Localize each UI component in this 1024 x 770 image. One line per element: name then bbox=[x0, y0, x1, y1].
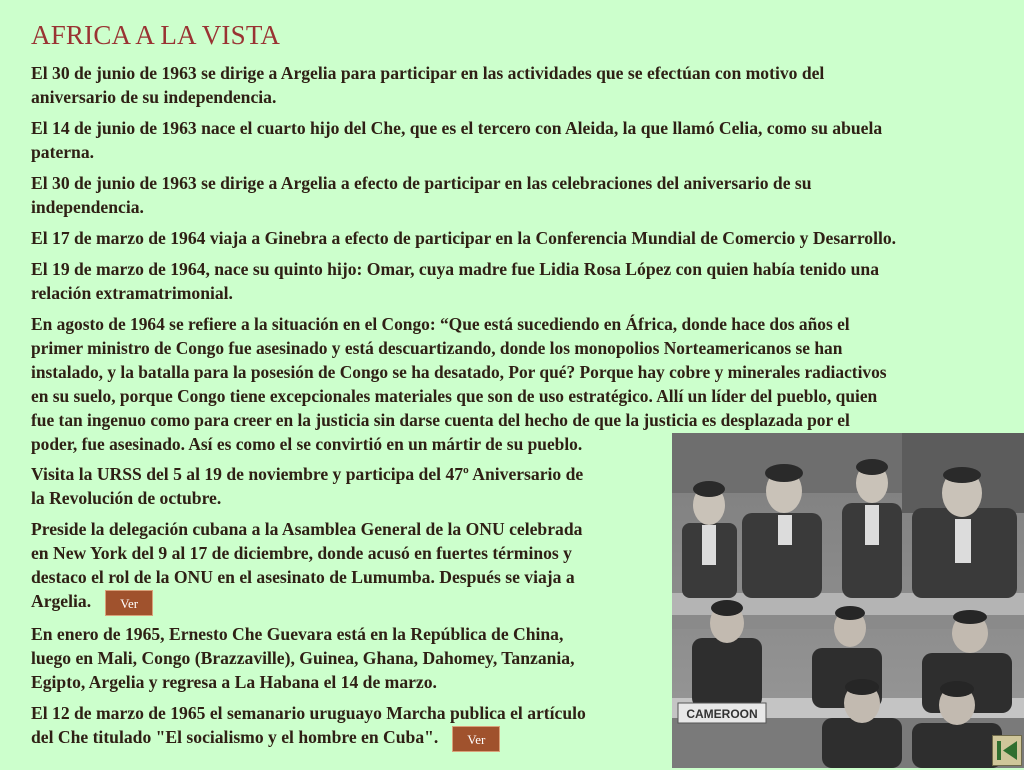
nav-end-button[interactable] bbox=[992, 735, 1022, 766]
text-line: El 14 de junio de 1963 nace el cuarto hijo del Che, que es el tercero con Aleida, la que llamó Celia, como su abuela bbox=[31, 118, 883, 138]
text-line-with-button bbox=[31, 589, 582, 616]
text-line: instalado, y la batalla para la posesión de Congo se ha desatado, Por qué? Porque hay cobre y minerales radiactivos bbox=[31, 362, 887, 382]
text-line: en New York del 9 al 17 de diciembre, donde acusó en fuertes términos y bbox=[31, 543, 572, 563]
text-line: fue tan ingenuo como para creer en la justicia sin darse cuenta del hecho de que la justicia es desplazada por el bbox=[31, 410, 850, 430]
text-line: luego en Mali, Congo (Brazzaville), Guinea, Ghana, Dahomey, Tanzania, bbox=[31, 648, 575, 668]
text-line: primer ministro de Congo fue asesinado y está descuartizando, donde los monopolios Norteamericanos se han bbox=[31, 338, 843, 358]
text-line: poder, fue asesinado. Así es como el se convirtió en un mártir de su pueblo. bbox=[31, 434, 583, 454]
paragraph-argelia-1963 bbox=[31, 61, 824, 109]
text-line: El 19 de marzo de 1964, nace su quinto hijo: Omar, cuya madre fue Lidia Rosa López con quien había tenido una bbox=[31, 259, 880, 279]
text-line: Visita la URSS del 5 al 19 de noviembre y participa del 47º Aniversario de bbox=[31, 464, 584, 484]
text-line: El 30 de junio de 1963 se dirige a Argelia para participar en las actividades que se efectúan con motivo del bbox=[31, 63, 825, 83]
un-assembly-photo bbox=[672, 433, 1024, 768]
end-navigation-icon bbox=[993, 736, 1021, 765]
paragraph-argelia-celebraciones bbox=[31, 171, 812, 219]
text-line: del Che titulado "El socialismo y el hombre en Cuba". bbox=[31, 727, 439, 747]
ver-onu-button[interactable]: Ver bbox=[105, 590, 153, 616]
text-line: la Revolución de octubre. bbox=[31, 488, 222, 508]
text-line: En enero de 1965, Ernesto Che Guevara está en la República de China, bbox=[31, 624, 564, 644]
country-placard: CAMEROON bbox=[686, 707, 758, 721]
paragraph-marcha-article bbox=[31, 701, 586, 752]
paragraph-onu-assembly bbox=[31, 517, 582, 616]
text-line: Preside la delegación cubana a la Asamblea General de la ONU celebrada bbox=[31, 519, 583, 539]
text-line: Egipto, Argelia y regresa a La Habana el 14 de marzo. bbox=[31, 672, 437, 692]
text-line: aniversario de su independencia. bbox=[31, 87, 277, 107]
text-line: El 17 de marzo de 1964 viaja a Ginebra a efecto de participar en la Conferencia Mundial de Comercio y Desarrollo. bbox=[31, 228, 897, 248]
page-title: AFRICA A LA VISTA bbox=[31, 20, 281, 50]
text-line: destaco el rol de la ONU en el asesinato de Lumumba. Después se viaja a bbox=[31, 567, 575, 587]
paragraph-omar-birth bbox=[31, 257, 879, 305]
un-assembly-photo-illustration bbox=[672, 433, 1024, 768]
text-line: relación extramatrimonial. bbox=[31, 283, 233, 303]
text-line: independencia. bbox=[31, 197, 144, 217]
text-line-with-button bbox=[31, 725, 586, 752]
paragraph-celia-birth bbox=[31, 116, 882, 164]
text-line: El 30 de junio de 1963 se dirige a Argelia a efecto de participar en las celebraciones del aniversario de su bbox=[31, 173, 812, 193]
text-line: paterna. bbox=[31, 142, 95, 162]
text-line: en su suelo, porque Congo tiene excepcionales materiales que son de uso estratégico. Allí un líder del pueblo, quien bbox=[31, 386, 878, 406]
text-line: Argelia. bbox=[31, 591, 92, 611]
text-line: En agosto de 1964 se refiere a la situación en el Congo: “Que está sucediendo en África, donde hace dos años el bbox=[31, 314, 850, 334]
text-line: El 12 de marzo de 1965 el semanario uruguayo Marcha publica el artículo bbox=[31, 703, 586, 723]
ver-marcha-button[interactable]: Ver bbox=[452, 726, 500, 752]
paragraph-travels-1965 bbox=[31, 622, 574, 694]
paragraph-ginebra bbox=[31, 226, 896, 250]
paragraph-urss-visit bbox=[31, 462, 583, 510]
